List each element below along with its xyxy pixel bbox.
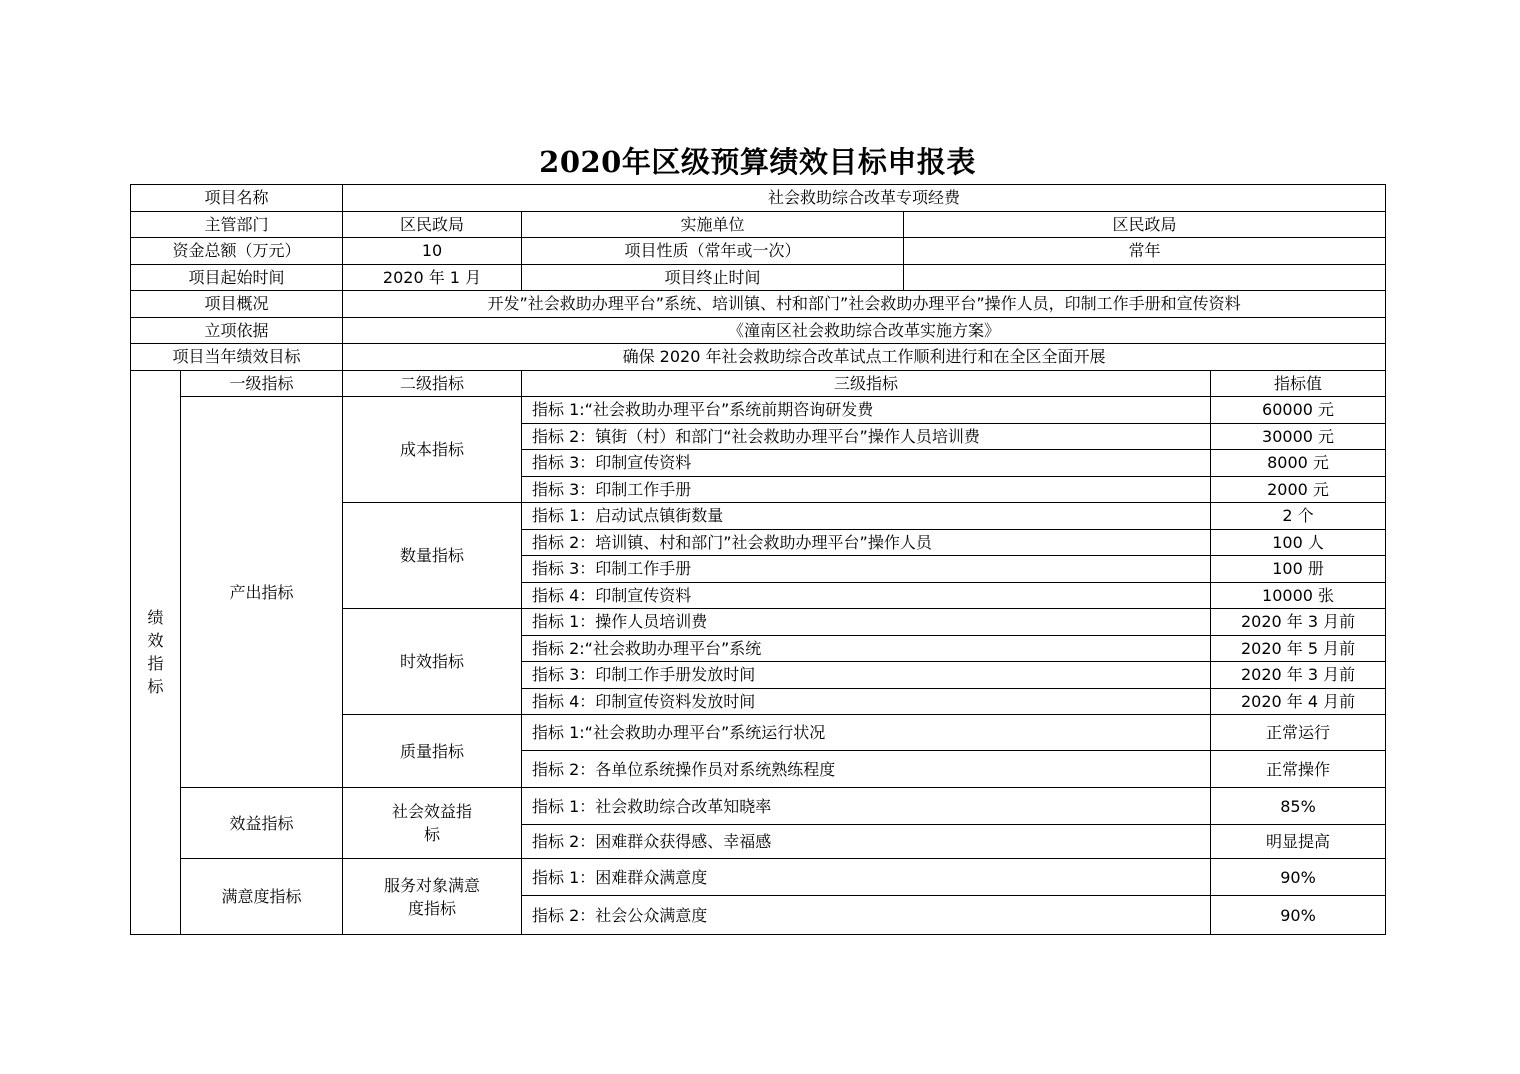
basis-label: 立项依据: [131, 317, 343, 344]
project-name-label: 项目名称: [131, 185, 343, 212]
table-row: [131, 859, 1386, 896]
project-name-value: 社会救助综合改革专项经费: [343, 185, 1386, 212]
row-annual-goal: [131, 344, 1386, 371]
quality-indicator-label: 质量指标: [343, 715, 522, 788]
indicator-name: 指标 1：操作人员培训费: [522, 609, 1211, 636]
output-indicator-label: 产出指标: [181, 397, 343, 788]
header-level1: 一级指标: [181, 370, 343, 397]
indicator-value: 2020 年 3 月前: [1211, 609, 1386, 636]
indicator-value: 2020 年 5 月前: [1211, 635, 1386, 662]
annual-goal-label: 项目当年绩效目标: [131, 344, 343, 371]
indicator-name: 指标 3：印制工作手册发放时间: [522, 662, 1211, 689]
page-title: 2020年区级预算绩效目标申报表: [539, 145, 976, 179]
indicator-name: 指标 2：各单位系统操作员对系统熟练程度: [522, 751, 1211, 788]
row-basis: [131, 317, 1386, 344]
indicator-name: 指标 1:“社会救助办理平台”系统运行状况: [522, 715, 1211, 751]
end-time-label: 项目终止时间: [522, 264, 904, 291]
indicator-value: 2 个: [1211, 503, 1386, 530]
indicator-value: 2020 年 4 月前: [1211, 688, 1386, 715]
indicator-value: 8000 元: [1211, 450, 1386, 477]
indicators-section-label: 绩效指标: [131, 370, 181, 935]
indicator-value: 2000 元: [1211, 476, 1386, 503]
header-level3: 三级指标: [522, 370, 1211, 397]
basis-value: 《潼南区社会救助综合改革实施方案》: [343, 317, 1386, 344]
indicator-name: 指标 1：社会救助综合改革知晓率: [522, 788, 1211, 825]
indicator-name: 指标 2：镇街（村）和部门“社会救助办理平台”操作人员培训费: [522, 423, 1211, 450]
department-value: 区民政局: [343, 211, 522, 238]
nature-label: 项目性质（常年或一次）: [522, 238, 904, 265]
funding-value: 10: [343, 238, 522, 265]
benefit-indicator-label: 效益指标: [181, 788, 343, 859]
table-row: [131, 788, 1386, 825]
quantity-indicator-label: 数量指标: [343, 503, 522, 609]
row-funding: [131, 238, 1386, 265]
indicator-name: 指标 4：印制宣传资料发放时间: [522, 688, 1211, 715]
indicator-value: 30000 元: [1211, 423, 1386, 450]
nature-value: 常年: [904, 238, 1386, 265]
indicator-name: 指标 3：印制宣传资料: [522, 450, 1211, 477]
budget-performance-table: [130, 184, 1386, 935]
indicator-name: 指标 3：印制工作手册: [522, 476, 1211, 503]
indicator-name: 指标 2：社会公众满意度: [522, 896, 1211, 935]
indicator-value: 2020 年 3 月前: [1211, 662, 1386, 689]
indicator-name: 指标 2：困难群众获得感、幸福感: [522, 825, 1211, 859]
funding-label: 资金总额（万元）: [131, 238, 343, 265]
indicator-header-row: [131, 370, 1386, 397]
end-time-value: [904, 264, 1386, 291]
indicator-value: 正常操作: [1211, 751, 1386, 788]
indicator-value: 60000 元: [1211, 397, 1386, 424]
indicator-value: 正常运行: [1211, 715, 1386, 751]
table-row: [131, 397, 1386, 424]
indicator-name: 指标 4：印制宣传资料: [522, 582, 1211, 609]
indicator-value: 10000 张: [1211, 582, 1386, 609]
overview-value: 开发”社会救助办理平台”系统、培训镇、村和部门”社会救助办理平台”操作人员，印制工作手册和宣传资料: [343, 291, 1386, 318]
unit-label: 实施单位: [522, 211, 904, 238]
satisfaction-indicator-label: 满意度指标: [181, 859, 343, 935]
indicator-value: 90%: [1211, 896, 1386, 935]
row-timing: [131, 264, 1386, 291]
header-value: 指标值: [1211, 370, 1386, 397]
row-department: [131, 211, 1386, 238]
row-overview: [131, 291, 1386, 318]
department-label: 主管部门: [131, 211, 343, 238]
indicator-value: 85%: [1211, 788, 1386, 825]
indicator-value: 明显提高: [1211, 825, 1386, 859]
start-time-label: 项目起始时间: [131, 264, 343, 291]
indicator-name: 指标 1：启动试点镇街数量: [522, 503, 1211, 530]
indicator-value: 100 人: [1211, 529, 1386, 556]
service-satisfaction-indicator-label: 服务对象满意度指标: [343, 859, 522, 935]
indicator-name: 指标 3：印制工作手册: [522, 556, 1211, 583]
timeliness-indicator-label: 时效指标: [343, 609, 522, 715]
indicator-value: 90%: [1211, 859, 1386, 896]
unit-value: 区民政局: [904, 211, 1386, 238]
indicator-name: 指标 1：困难群众满意度: [522, 859, 1211, 896]
header-level2: 二级指标: [343, 370, 522, 397]
overview-label: 项目概况: [131, 291, 343, 318]
indicator-name: 指标 2：培训镇、村和部门”社会救助办理平台”操作人员: [522, 529, 1211, 556]
start-time-value: 2020 年 1 月: [343, 264, 522, 291]
row-project-name: [131, 185, 1386, 212]
indicator-name: 指标 1:“社会救助办理平台”系统前期咨询研发费: [522, 397, 1211, 424]
cost-indicator-label: 成本指标: [343, 397, 522, 503]
indicator-value: 100 册: [1211, 556, 1386, 583]
social-benefit-indicator-label: 社会效益指标: [343, 788, 522, 859]
indicator-name: 指标 2:“社会救助办理平台”系统: [522, 635, 1211, 662]
annual-goal-value: 确保 2020 年社会救助综合改革试点工作顺利进行和在全区全面开展: [343, 344, 1386, 371]
